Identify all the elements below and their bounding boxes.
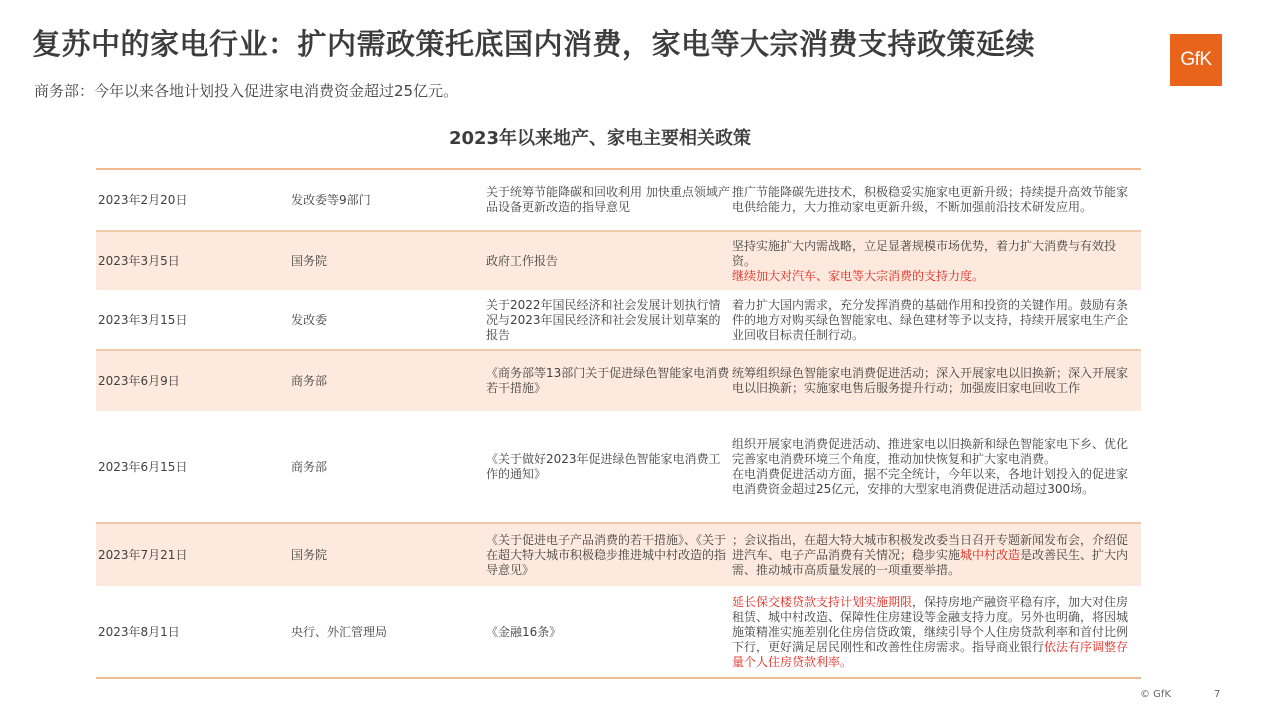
content-highlight: 城中村改造	[960, 547, 1021, 562]
table-row	[96, 170, 1141, 230]
content-highlight: 延长保交楼贷款支持计划实施期限	[732, 594, 913, 609]
content-segment: 着力扩大国内需求，充分发挥消费的基础作用和投资的关键作用。鼓励有条件的地方对购买绿色智能家电、绿色建材等予以支持，持续开展家电生产企业回收目标责任制行动。	[732, 297, 1129, 342]
policy-document: 《金融16条》	[486, 624, 562, 639]
content-highlight: 继续加大对汽车、家电等大宗消费的支持力度。	[732, 268, 985, 283]
policy-content	[732, 533, 1141, 578]
table-row	[96, 522, 1141, 586]
policy-date: 2023年7月21日	[98, 547, 188, 562]
content-highlight: 依法有序调整存量个人住房贷款利率。	[732, 639, 1129, 669]
policy-document: 政府工作报告	[486, 253, 559, 268]
page-number: 7	[1214, 689, 1221, 700]
content-segment: 在电消费促进活动方面，据不完全统计，今年以来，各地计划投入的促进家电消费资金超过25亿元，安排的大型家电消费促进活动超过300场。	[732, 467, 1129, 496]
policy-content	[732, 239, 1141, 284]
table-row	[96, 349, 1141, 411]
policy-department: 央行、外汇管理局	[291, 624, 388, 639]
policy-date: 2023年2月20日	[98, 192, 188, 207]
policy-date: 2023年3月5日	[98, 253, 180, 268]
table-row	[96, 586, 1141, 677]
content-segment: ；会议指出，在超大特大城市积极发改委当日召开专题新闻发布会，介绍促进汽车、电子产品消费有关情况；稳步实施	[732, 532, 1129, 562]
page-title: 复苏中的家电行业：扩内需政策托底国内消费，家电等大宗消费支持政策延续	[32, 27, 1036, 61]
policy-content	[732, 366, 1141, 396]
content-segment: 坚持实施扩大内需战略，立足显著规模市场优势，着力扩大消费与有效投资。	[732, 238, 1117, 268]
policy-document: 《关于做好2023年促进绿色智能家电消费工作的通知》	[486, 452, 721, 481]
policy-table	[96, 168, 1141, 679]
policy-content	[732, 595, 1141, 670]
policy-date: 2023年3月15日	[98, 312, 188, 327]
policy-department: 发改委等9部门	[291, 192, 371, 207]
policy-document: 关于统筹节能降碳和回收利用 加快重点领域产品设备更新改造的指导意见	[486, 185, 730, 214]
content-segment: 是改善民生、扩大内需、推动城市高质量发展的一项重要举措。	[732, 547, 1129, 577]
policy-department: 国务院	[291, 547, 328, 562]
table-row	[96, 290, 1141, 349]
policy-content	[732, 437, 1141, 497]
policy-content	[732, 298, 1141, 343]
table-row	[96, 411, 1141, 522]
gfk-logo: GfK	[1170, 34, 1222, 86]
table-title: 2023年以来地产、家电主要相关政策	[448, 128, 752, 149]
policy-document: 关于2022年国民经济和社会发展计划执行情况与2023年国民经济和社会发展计划草案的报告	[486, 297, 721, 342]
policy-date: 2023年6月9日	[98, 373, 180, 388]
table-row	[96, 230, 1141, 290]
content-segment: 统筹组织绿色智能家电消费促进活动；深入开展家电以旧换新；深入开展家电以旧换新；实施家电售后服务提升行动；加强废旧家电回收工作	[732, 366, 1129, 395]
page-subtitle: 商务部：今年以来各地计划投入促进家电消费资金超过25亿元。	[34, 82, 459, 100]
policy-department: 发改委	[291, 312, 328, 327]
policy-document: 《关于促进电子产品消费的若干措施》、《关于在超大特大城市积极稳步推进城中村改造的指导意见》	[486, 532, 727, 577]
content-segment: ，保持房地产融资平稳有序，加大对住房租赁、城中村改造、保障性住房建设等金融支持力度。另外也明确，将因城施策精准实施差别化住房信贷政策，继续引导个人住房贷款利率和首付比例下行，更好满足居民刚性和改善性住房需求。指导商业银行	[732, 594, 1129, 654]
policy-document: 《商务部等13部门关于促进绿色智能家电消费若干措施》	[486, 366, 730, 395]
policy-department: 商务部	[291, 373, 328, 388]
policy-date: 2023年6月15日	[98, 459, 188, 474]
policy-department: 商务部	[291, 459, 328, 474]
policy-department: 国务院	[291, 253, 328, 268]
policy-date: 2023年8月1日	[98, 624, 180, 639]
content-segment: 组织开展家电消费促进活动、推进家电以旧换新和绿色智能家电下乡、优化完善家电消费环境三个角度，推动加快恢复和扩大家电消费。	[732, 437, 1129, 466]
copyright-text: © GfK	[1140, 689, 1172, 700]
policy-content	[732, 185, 1141, 215]
content-segment: 推广节能降碳先进技术，积极稳妥实施家电更新升级；持续提升高效节能家电供给能力，大力推动家电更新升级，不断加强前沿技术研发应用。	[732, 185, 1129, 214]
